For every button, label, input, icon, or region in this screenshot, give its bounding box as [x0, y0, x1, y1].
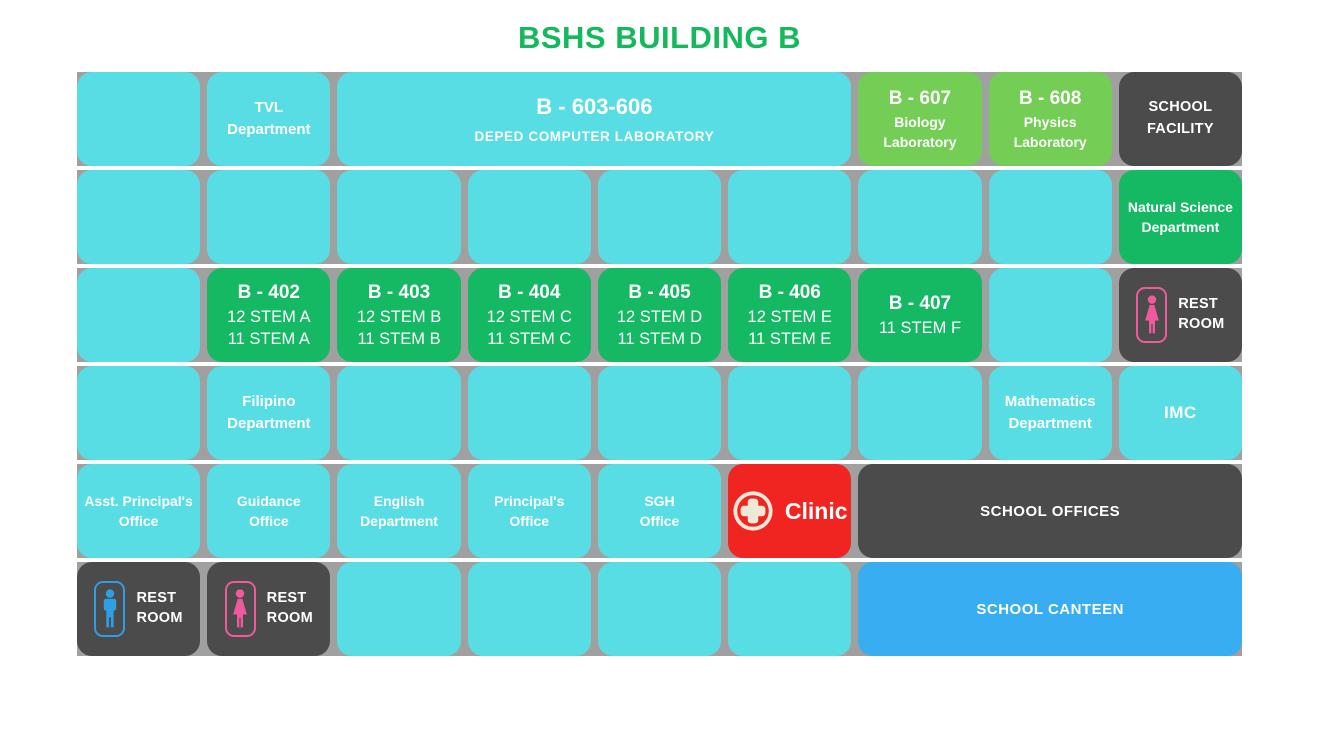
- room-number: B - 402: [237, 281, 300, 303]
- empty-room: [728, 170, 851, 264]
- room-label: English: [373, 492, 425, 509]
- restroom-line: ROOM: [136, 610, 183, 626]
- empty-room: [468, 366, 591, 460]
- empty-room: [337, 562, 460, 656]
- room-b-405: [598, 268, 721, 362]
- room-label: DEPED COMPUTER LABORATORY: [474, 129, 715, 145]
- empty-room: [77, 366, 200, 460]
- empty-room: [77, 72, 200, 166]
- room-deped-computer-laboratory: [337, 72, 851, 166]
- room-filipino-department: [207, 366, 330, 460]
- restroom-line: ROOM: [266, 610, 313, 626]
- room-number: B - 407: [888, 293, 952, 315]
- female-restroom-icon: [1136, 287, 1167, 343]
- room-label: Department: [227, 121, 311, 138]
- empty-room: [858, 366, 981, 460]
- room-restroom-female-upper: [1119, 268, 1242, 362]
- room-sgh-office: [598, 464, 721, 558]
- room-number: B - 405: [628, 281, 691, 303]
- room-label: Office: [118, 513, 159, 529]
- floor-row-1: [77, 72, 1242, 166]
- room-label: 12 STEM A: [227, 307, 311, 326]
- room-number: B - 608: [1019, 87, 1082, 109]
- room-b-407: [858, 268, 981, 362]
- empty-room: [598, 562, 721, 656]
- room-label: [1178, 295, 1224, 334]
- restroom-line: REST: [266, 590, 307, 607]
- room-restroom-male: [77, 562, 200, 656]
- empty-room: [468, 562, 591, 656]
- room-label: 12 STEM B: [356, 307, 442, 326]
- room-label: SCHOOL CANTEEN: [976, 600, 1124, 618]
- room-label: Asst. Principal's: [84, 492, 193, 509]
- room-label: 12 STEM C: [486, 307, 572, 326]
- room-natural-science-department: [1119, 170, 1242, 264]
- male-restroom-icon: [94, 581, 125, 637]
- room-label: Laboratory: [883, 133, 957, 150]
- room-label: Physics: [1023, 113, 1077, 130]
- room-label: 11 STEM D: [617, 329, 702, 348]
- room-label: Clinic: [784, 497, 848, 524]
- room-label: [267, 589, 313, 628]
- room-label: FACILITY: [1146, 121, 1214, 137]
- room-b-403: [337, 268, 460, 362]
- room-label: 12 STEM D: [616, 307, 703, 326]
- medical-cross-icon: [732, 490, 774, 532]
- room-school-canteen: [858, 562, 1242, 656]
- room-label: SGH: [644, 492, 675, 509]
- room-label: 11 STEM A: [227, 329, 310, 348]
- room-biology-laboratory: [858, 72, 981, 166]
- empty-room: [598, 366, 721, 460]
- room-label: 11 STEM E: [748, 329, 832, 348]
- floor-row-6: [77, 562, 1242, 656]
- room-label: Office: [248, 513, 289, 529]
- room-label: Department: [1141, 219, 1220, 235]
- empty-room: [207, 170, 330, 264]
- room-label: 11 STEM F: [878, 318, 962, 337]
- building-map: [77, 72, 1242, 656]
- room-label: Principal's: [494, 492, 565, 509]
- room-label: 11 STEM C: [487, 329, 572, 348]
- empty-room: [728, 562, 851, 656]
- room-number: B - 403: [367, 281, 431, 303]
- page-title: BSHS BUILDING B: [517, 20, 802, 55]
- restroom-line: REST: [1178, 296, 1219, 313]
- room-label: Mathematics: [1004, 393, 1096, 411]
- empty-room: [598, 170, 721, 264]
- room-label: IMC: [1164, 403, 1197, 422]
- room-number: B - 404: [498, 281, 561, 303]
- empty-room: [468, 170, 591, 264]
- empty-room: [728, 366, 851, 460]
- room-imc: [1119, 366, 1242, 460]
- room-label: TVL: [254, 99, 283, 117]
- room-physics-laboratory: [989, 72, 1112, 166]
- room-school-facility: [1119, 72, 1242, 166]
- room-label: Department: [227, 415, 311, 432]
- room-label: Guidance: [236, 492, 301, 509]
- floor-row-3: [77, 268, 1242, 362]
- room-clinic: [728, 464, 851, 558]
- room-b-406: [728, 268, 851, 362]
- room-label: Office: [639, 513, 680, 529]
- floor-row-2: [77, 170, 1242, 264]
- empty-room: [989, 170, 1112, 264]
- room-tvl-department: [207, 72, 330, 166]
- room-label: SCHOOL OFFICES: [980, 502, 1121, 520]
- empty-room: [77, 268, 200, 362]
- room-label: SCHOOL: [1148, 99, 1213, 116]
- room-label: Office: [509, 513, 550, 529]
- restroom-line: ROOM: [1178, 316, 1225, 332]
- room-b-402: [207, 268, 330, 362]
- empty-room: [77, 170, 200, 264]
- room-label: [136, 589, 182, 628]
- room-number: B - 406: [758, 281, 821, 303]
- room-label: Department: [1008, 415, 1092, 432]
- room-english-department: [337, 464, 460, 558]
- room-label: Biology: [894, 113, 946, 130]
- room-label: Laboratory: [1013, 133, 1087, 150]
- room-label: Natural Science: [1127, 198, 1233, 215]
- floor-row-5: [77, 464, 1242, 558]
- empty-room: [337, 170, 460, 264]
- room-number: B - 607: [888, 87, 952, 109]
- room-b-404: [468, 268, 591, 362]
- empty-room: [858, 170, 981, 264]
- empty-room: [337, 366, 460, 460]
- room-school-offices: [858, 464, 1242, 558]
- floor-row-4: [77, 366, 1242, 460]
- room-asst-principals-office: [77, 464, 200, 558]
- room-label: 12 STEM E: [747, 307, 832, 326]
- room-guidance-office: [207, 464, 330, 558]
- room-label: Filipino: [242, 393, 296, 411]
- room-principals-office: [468, 464, 591, 558]
- female-restroom-icon: [225, 581, 256, 637]
- room-mathematics-department: [989, 366, 1112, 460]
- empty-room: [989, 268, 1112, 362]
- room-label: 11 STEM B: [357, 329, 441, 348]
- room-restroom-female: [207, 562, 330, 656]
- room-number: B - 603-606: [536, 93, 653, 119]
- room-label: Department: [360, 513, 438, 529]
- restroom-line: REST: [136, 590, 177, 607]
